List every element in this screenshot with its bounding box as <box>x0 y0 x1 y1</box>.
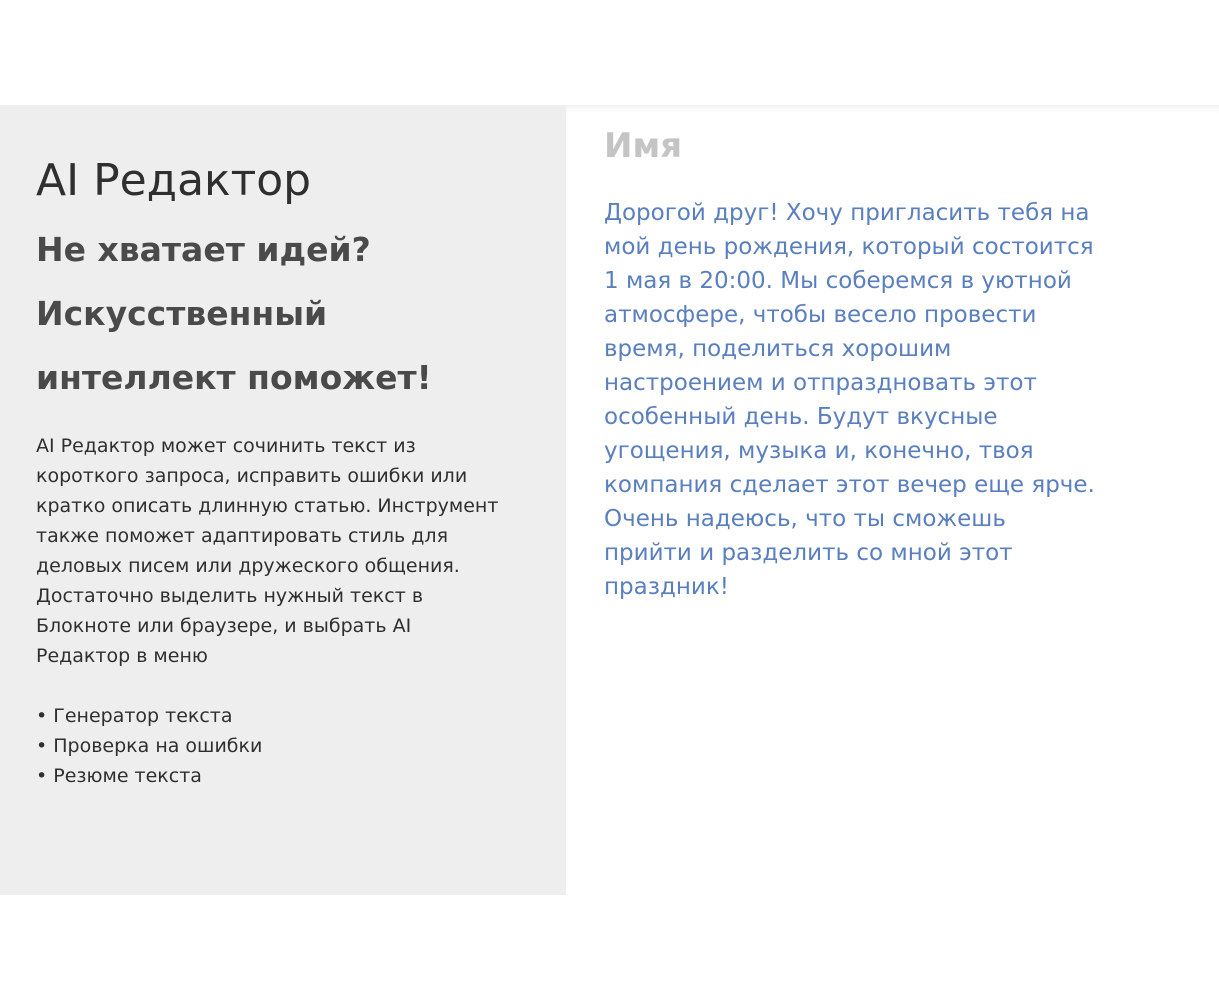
letter-line: особенный день. Будут вкусные <box>604 404 998 430</box>
letter-line: компания сделает этот вечер еще ярче. <box>604 472 1095 498</box>
letter-line: мой день рождения, который состоится <box>604 234 1094 260</box>
description <box>36 431 526 671</box>
letter-line: Дорогой друг! Хочу пригласить тебя на <box>604 200 1090 226</box>
feature-item: • Генератор текста <box>36 705 233 727</box>
feature-item: • Резюме текста <box>36 765 202 787</box>
letter-line: время, поделиться хорошим <box>604 336 952 362</box>
top-bar <box>0 0 1219 105</box>
description-line: кратко описать длинную статью. Инструмент <box>36 495 499 517</box>
letter-line: Очень надеюсь, что ты сможешь <box>604 506 1006 532</box>
headline-line: Искусственный <box>36 294 328 333</box>
letter-line: настроением и отпраздновать этот <box>604 370 1037 396</box>
description-line: AI Редактор может сочинить текст из <box>36 435 416 457</box>
description-line: Редактор в меню <box>36 645 208 667</box>
letter-line: прийти и разделить со мной этот <box>604 540 1013 566</box>
description-line: короткого запроса, исправить ошибки или <box>36 465 468 487</box>
headline-line: Не хватает идей? <box>36 230 371 269</box>
headline-line: интеллект поможет! <box>36 358 432 397</box>
feature-list <box>36 701 262 791</box>
headline <box>36 218 536 410</box>
letter-line: атмосфере, чтобы весело провести <box>604 302 1037 328</box>
letter-line: 1 мая в 20:00. Мы соберемся в уютной <box>604 268 1072 294</box>
generated-letter-text[interactable] <box>604 196 1124 604</box>
feature-item: • Проверка на ошибки <box>36 735 263 757</box>
description-line: Блокноте или браузере, и выбрать AI <box>36 615 412 637</box>
name-placeholder[interactable]: Имя <box>604 126 683 166</box>
description-line: также поможет адаптировать стиль для <box>36 525 448 547</box>
letter-line: праздник! <box>604 574 729 600</box>
letter-line: угощения, музыка и, конечно, твоя <box>604 438 1034 464</box>
description-line: Достаточно выделить нужный текст в <box>36 585 424 607</box>
app-title: AI Редактор <box>36 155 312 206</box>
description-line: деловых писем или дружеского общения. <box>36 555 460 577</box>
